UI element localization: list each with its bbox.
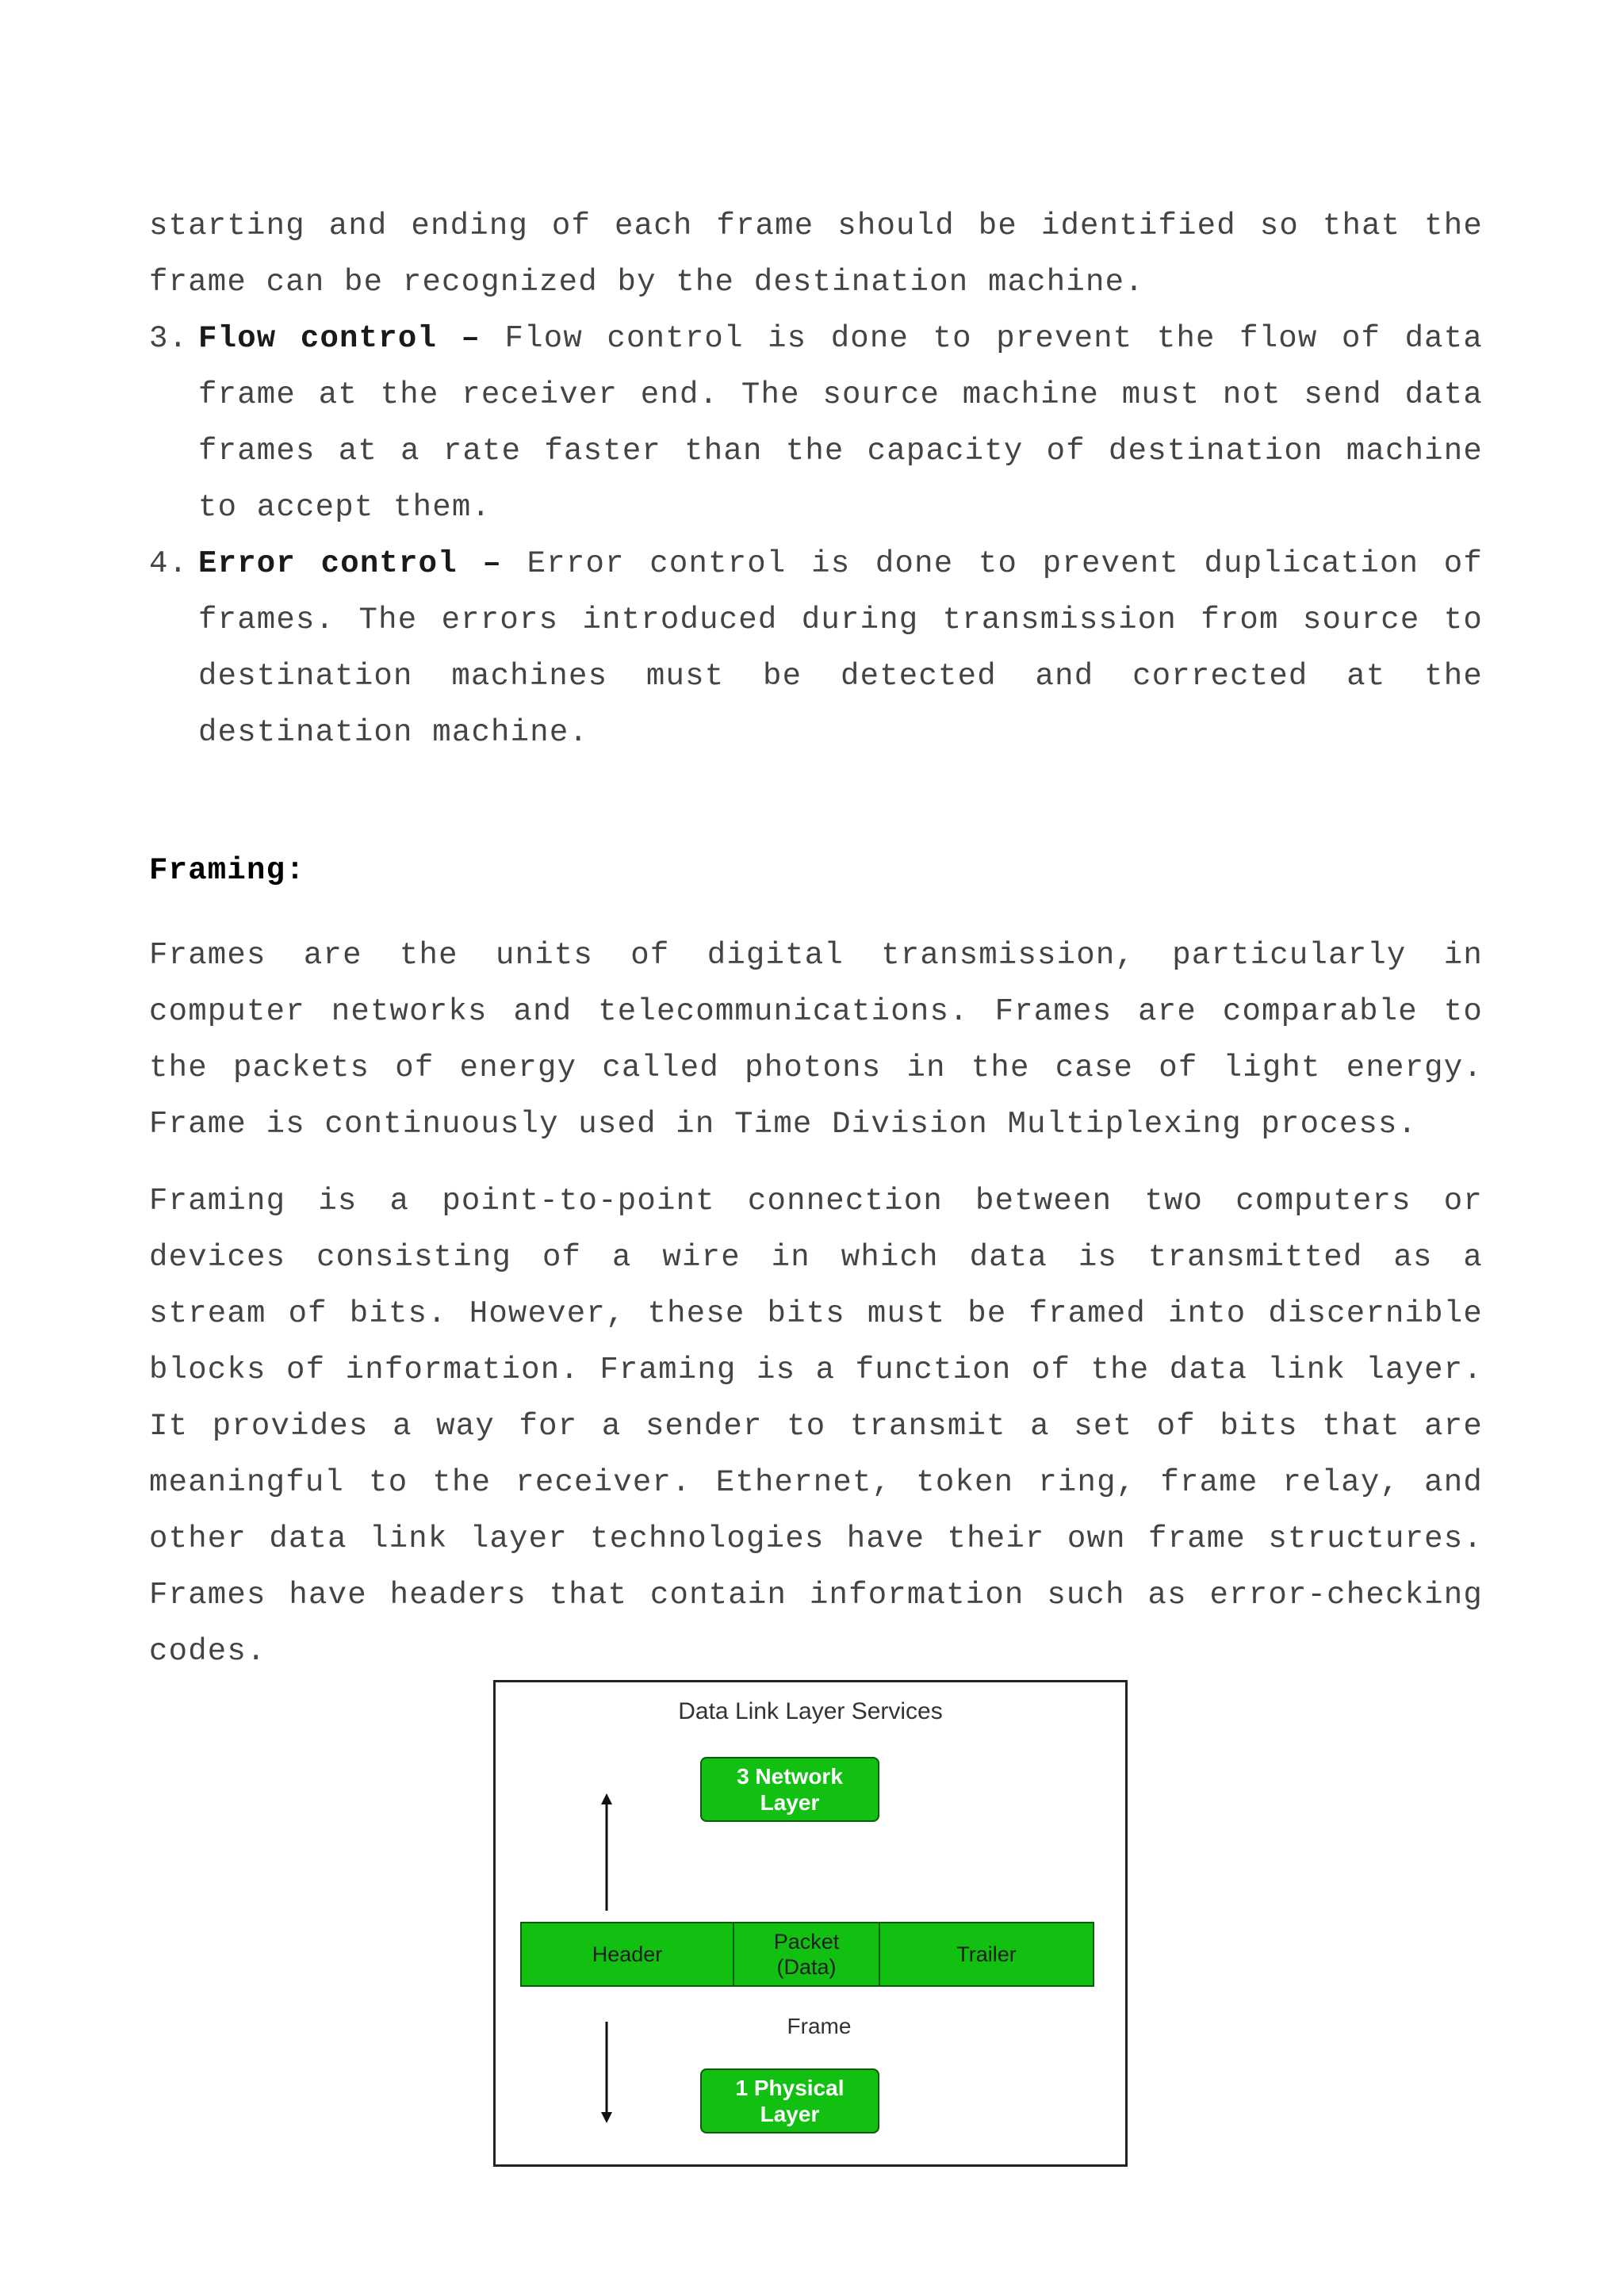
list-body	[198, 311, 1483, 536]
paragraph-framing: Framing is a point-to-point connection between two computers or devices consisting of a wire in which data is transmitted as a stream of bits. However, these bits must be framed into discernible blocks of information. Framing is a function of the data link layer. It provides a way for a sender to transmit a set of bits that are meaningful to the receiver. Ethernet, token ring, frame relay, and other data link layer technologies have their own frame structures. Frames have headers that contain information such as error-checking codes.	[149, 1184, 1483, 1669]
paragraph-frames: Frames are the units of digital transmission, particularly in computer networks and telecommunications. Frames are comparable to the packets of energy called photons in the case of light energy. Frame is continuously used in Time Division Multiplexing process.	[149, 938, 1483, 1142]
list-item-flow-control	[149, 311, 1483, 536]
frame-header-cell: Header	[522, 1923, 733, 1985]
list-number: 4.	[149, 546, 189, 581]
network-layer-box: 3 Network Layer	[700, 1757, 879, 1822]
list-body	[198, 536, 1483, 761]
list-term: Flow control –	[198, 321, 481, 356]
frame-packet-cell: Packet (Data)	[733, 1923, 879, 1985]
down-arrow-icon	[599, 2022, 615, 2125]
data-link-layer-diagram	[493, 1680, 1128, 2167]
list-item-error-control	[149, 536, 1483, 761]
diagram-title: Data Link Layer Services	[678, 1698, 943, 1724]
document-page	[149, 198, 1483, 1680]
section-heading: Framing:	[149, 853, 305, 888]
physical-layer-box: 1 Physical Layer	[700, 2068, 879, 2133]
intro-continuation: starting and ending of each frame should be identified so that the frame can be recognized by the destination machine.	[149, 209, 1483, 300]
frame-structure	[520, 1922, 1094, 1987]
frame-trailer-cell: Trailer	[879, 1923, 1093, 1985]
list-text: Flow control is done to prevent the flow of data frame at the receiver end. The source machine must not send data frames at a rate faster than the capacity of destination machine to accept them.	[198, 321, 1483, 525]
list-text: Error control is done to prevent duplication of frames. The errors introduced during transmission from source to destination machines must be detected and corrected at the destination machine.	[198, 546, 1484, 750]
up-arrow-icon	[599, 1793, 615, 1912]
frame-label: Frame	[787, 2014, 852, 2038]
list-number: 3.	[149, 321, 189, 356]
list-term: Error control –	[198, 546, 503, 581]
